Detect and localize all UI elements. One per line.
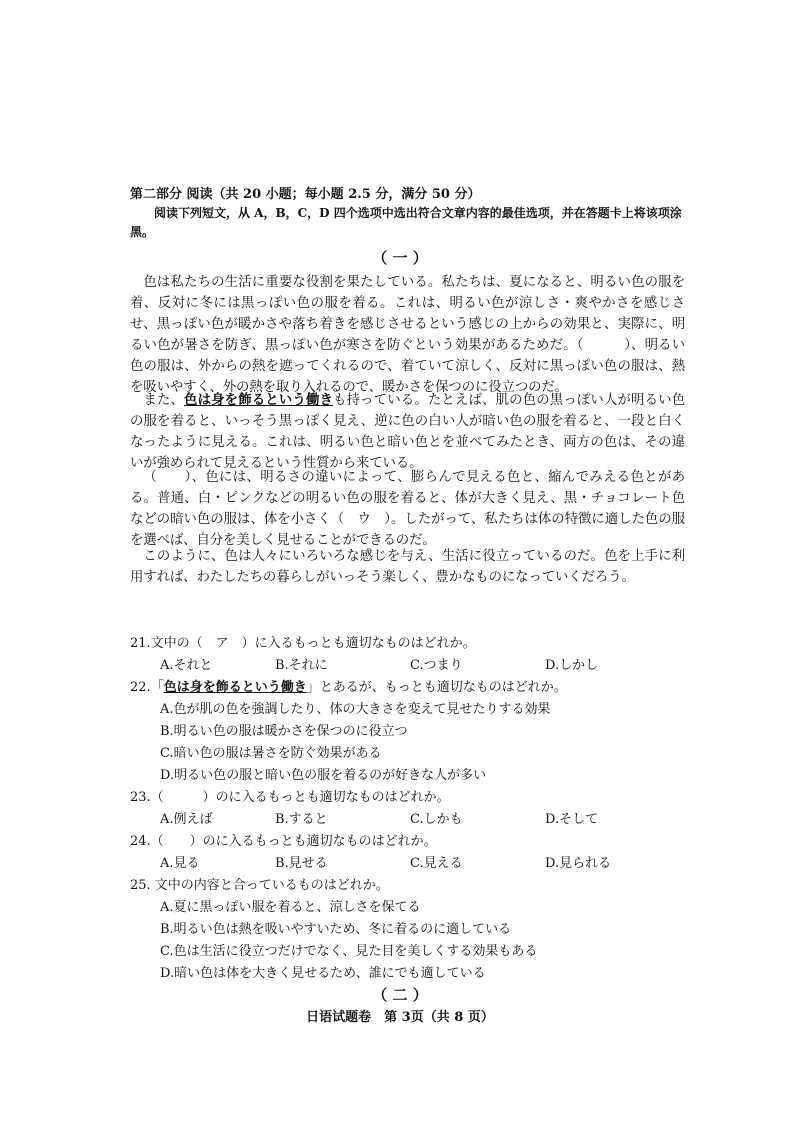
section-title: 第二部分 阅读（共 20 小题；每小题 2.5 分，满分 50 分） [130, 187, 481, 202]
q21-option-c: C.つまり [410, 658, 463, 673]
q22-suffix: 」とあるが、もっとも適切なものはどれか。 [306, 680, 567, 695]
paragraph-2-intro: また、 [143, 393, 185, 408]
q25-option-d: D.暗い色は体を大きく見せるため、誰にでも適している [160, 966, 486, 981]
page-footer: 日语试题卷 第 3页（共 8 页） [306, 1010, 494, 1025]
q22-option-d: D.明るい色の服と暗い色の服を着るのが好きな人が多い [160, 768, 487, 783]
question-21: 21.文中の（ ア ）に入るもっとも適切なものはどれか。 [130, 636, 476, 651]
q21-option-d: D.しかし [545, 658, 599, 673]
paragraph-2-body: も持っている。たとえば、肌の色の黒っぽい人が明るい色の服を着ると、いっそう黒っぽく見え、逆に色の白い人が暗い色の服を着ると、一段と白くなったように見える。これは、明るい色と暗い色とを並べてみたとき、両方の色は、その違いが強められて見えるという性質から来ている。 [130, 393, 685, 471]
q23-option-b: B.すると [275, 812, 328, 827]
passage-heading: （ 一 ） [372, 249, 428, 267]
question-23: 23.（ ）のに入るもっとも適切なものはどれか。 [130, 790, 450, 805]
q23-option-d: D.そして [545, 812, 599, 827]
next-passage-heading: （ 二 ） [372, 986, 428, 1004]
passage-paragraph-1: 色は私たちの生活に重要な役割を果たしている。私たちは、夏になると、明るい色の服を着、反対に冬には黒っぽい色の服を着る。これは、明るい色が涼しさ・爽やかさを感じさせ、黒っぽい色が暖かさや落ち着きを感じさせるという感じの上からの効果と、実際に、明るい色が暑さを防ぎ、黒っぽい色が寒さを防ぐという効果があるためだ。（ ）、明るい色の服は、外からの熱を遮ってくれるので、着ていて涼しく、反対に黒っぽい色の服は、熱を吸いやすく、外の熱を取り入れるので、暖かさを保つのに役立つのだ。 [130, 275, 685, 395]
q21-option-b: B.それに [275, 658, 328, 673]
passage-paragraph-4: このように、色は人々にいろいろな感じを与え、生活に役立っているのだ。色を上手に利用すれば、わたしたちの暮らしがいっそう楽しく、豊かなものになっていくだろう。 [130, 549, 685, 585]
question-24: 24.（ ）のに入るもっとも適切なものはどれか。 [130, 834, 437, 849]
q25-option-b: B.明るい色は熱を吸いやすいため、冬に着るのに適している [160, 922, 512, 937]
q24-option-c: C.見える [410, 856, 463, 871]
q23-option-a: A.例えば [160, 812, 213, 827]
q24-option-a: A.見る [160, 856, 200, 871]
q24-option-b: B.見せる [275, 856, 328, 871]
passage-paragraph-3: （ ）、色には、明るさの違いによって、膨らんで見える色と、縮んでみえる色とがある。普通、白・ピンクなどの明るい色の服を着ると、体が大きく見え、黒・チョコレート色などの暗い色の服は、体を小さく（ ウ ）。したがって、私たちは体の特徴に適した色の服を選べば、自分を美しく見せることができるのだ。 [130, 470, 685, 548]
instructions: 阅读下列短文，从 A，B，C，D 四个选项中选出符合文章内容的最佳选项，并在答题卡上将该项涂黑。 [130, 206, 682, 239]
q22-option-c: C.暗い色の服は暑さを防ぐ効果がある [160, 746, 382, 761]
q25-option-c: C.色は生活に役立つだけでなく、見た目を美しくする効果もある [160, 944, 538, 959]
q22-prefix: 22.「 [130, 680, 164, 695]
underlined-phrase: 色は身を飾るという働き [184, 392, 334, 408]
q23-option-c: C.しかも [410, 812, 463, 827]
q25-option-a: A.夏に黒っぽい服を着ると、涼しさを保てる [160, 900, 421, 915]
q24-option-d: D.見られる [545, 856, 612, 871]
question-22 [130, 676, 690, 695]
q22-option-b: B.明るい色の服は暖かさを保つのに役立つ [160, 724, 408, 739]
question-25: 25. 文中の内容と合っているものはどれか。 [130, 878, 389, 893]
passage-paragraph-2 [130, 390, 685, 474]
q22-underlined-phrase: 色は身を飾るという働き [163, 680, 307, 695]
q22-option-a: A.色が肌の色を強調したり、体の大きさを変えて見せたりする効果 [160, 702, 551, 717]
q21-option-a: A.それと [160, 658, 213, 673]
